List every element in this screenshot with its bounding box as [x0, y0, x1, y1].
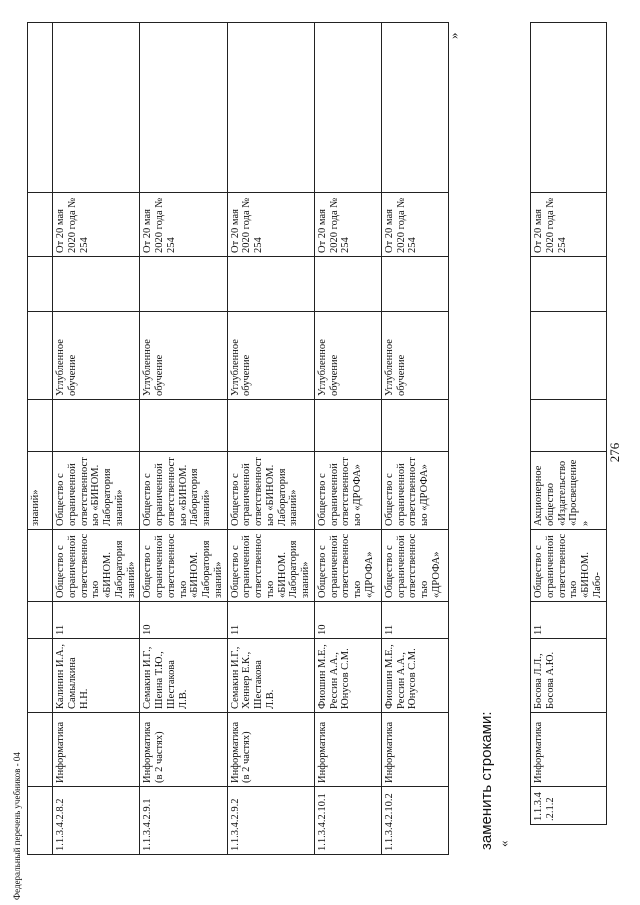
cell-code: 1.1.3.4.2.10.2	[381, 787, 448, 855]
cell-publisher	[28, 530, 53, 602]
cell-authors: Калинин И.А., Самылкина Н.Н.	[53, 639, 140, 713]
cell-grade: 10	[314, 602, 381, 639]
cell-empty	[53, 257, 140, 312]
opening-quote: «	[496, 840, 511, 847]
cell-empty	[531, 400, 607, 452]
cell-empty	[531, 257, 607, 312]
cell-grade	[28, 602, 53, 639]
cell-empty	[227, 23, 314, 193]
cell-authors: Фиошин М.Е., Рессин А.А., Юнусов С.М.	[314, 639, 381, 713]
table-row	[381, 23, 448, 855]
cell-empty	[28, 23, 53, 193]
replacement-table	[530, 22, 607, 825]
cell-code: 1.1.3.4.2.9.2	[227, 787, 314, 855]
cell-level: Углубленное обучение	[227, 312, 314, 400]
table-row	[531, 23, 607, 825]
cell-order: От 20 мая 2020 года № 254	[53, 193, 140, 257]
cell-empty	[140, 23, 227, 193]
cell-level: Углубленное обучение	[381, 312, 448, 400]
cell-grade: 11	[227, 602, 314, 639]
cell-rights-holder: Общество с ограниченной ответственностью «БИНОМ. Лаборатория знаний»	[53, 452, 140, 530]
cell-order: От 20 мая 2020 года № 254	[381, 193, 448, 257]
cell-empty	[28, 257, 53, 312]
cell-subject: Информатика	[531, 713, 607, 787]
cell-publisher: Общество с ограниченной ответственностью «БИНОМ. Лабо-	[531, 530, 607, 602]
table-row	[53, 23, 140, 855]
cell-subject: Информатика (в 2 частях)	[140, 713, 227, 787]
cell-level: Углубленное обучение	[140, 312, 227, 400]
cell-subject: Информатика (в 2 частях)	[227, 713, 314, 787]
cell-publisher: Общество с ограниченной ответственностью «ДРОФА»	[381, 530, 448, 602]
cell-grade: 10	[140, 602, 227, 639]
cell-empty	[28, 400, 53, 452]
cell-empty	[314, 400, 381, 452]
cell-publisher: Общество с ограниченной ответственностью «ДРОФА»	[314, 530, 381, 602]
cell-authors: Семакин И.Г., Шеина Т.Ю., Шестакова Л.В.	[140, 639, 227, 713]
cell-subject: Информатика	[381, 713, 448, 787]
cell-empty	[314, 23, 381, 193]
table-row	[227, 23, 314, 855]
cell-empty	[140, 400, 227, 452]
cell-empty	[314, 257, 381, 312]
cell-code: 1.1.3.4.2.1.2	[531, 787, 607, 825]
cell-order: От 20 мая 2020 года № 254	[227, 193, 314, 257]
cell-rights-holder: Общество с ограниченной ответственностью «БИНОМ. Лаборатория знаний»	[227, 452, 314, 530]
cell-code: 1.1.3.4.2.8.2	[53, 787, 140, 855]
table-row	[28, 23, 53, 855]
cell-authors: Босова Л.Л., Босова А.Ю.	[531, 639, 607, 713]
cell-empty	[53, 400, 140, 452]
cell-code: 1.1.3.4.2.10.1	[314, 787, 381, 855]
cell-rights-holder: Акционерное общество «Издательство «Просвещение»	[531, 452, 607, 530]
cell-authors: Фиошин М.Е., Рессин А.А., Юнусов С.М.	[381, 639, 448, 713]
cell-empty	[227, 257, 314, 312]
page-number: 276	[607, 442, 622, 463]
cell-order: От 20 мая 2020 года № 254	[531, 193, 607, 257]
cell-level: Углубленное обучение	[314, 312, 381, 400]
cell-order: От 20 мая 2020 года № 254	[140, 193, 227, 257]
closing-quote: »	[446, 32, 461, 39]
cell-empty	[381, 23, 448, 193]
cell-publisher: Общество с ограниченной ответственностью «БИНОМ. Лаборатория знаний»	[227, 530, 314, 602]
cell-level	[28, 312, 53, 400]
cell-level: Углубленное обучение	[53, 312, 140, 400]
cell-order	[28, 193, 53, 257]
cell-grade: 11	[53, 602, 140, 639]
table-row	[314, 23, 381, 855]
cell-rights-holder: Общество с ограниченной ответственностью «ДРОФА»	[381, 452, 448, 530]
cell-level	[531, 312, 607, 400]
cell-publisher: Общество с ограниченной ответственностью «БИНОМ. Лаборатория знаний»	[140, 530, 227, 602]
cell-publisher: Общество с ограниченной ответственностью «БИНОМ. Лаборатория знаний»	[53, 530, 140, 602]
textbook-table	[27, 22, 449, 855]
cell-order: От 20 мая 2020 года № 254	[314, 193, 381, 257]
page-footer: Федеральный перечень учебников - 04	[12, 752, 22, 900]
cell-subject	[28, 713, 53, 787]
cell-empty	[140, 257, 227, 312]
replace-caption: заменить строками:	[478, 711, 495, 850]
cell-empty	[227, 400, 314, 452]
cell-authors	[28, 639, 53, 713]
cell-code	[28, 787, 53, 855]
cell-empty	[53, 23, 140, 193]
cell-empty	[381, 400, 448, 452]
table-row	[140, 23, 227, 855]
cell-subject: Информатика	[314, 713, 381, 787]
cell-empty	[381, 257, 448, 312]
cell-subject: Информатика	[53, 713, 140, 787]
cell-rights-holder: Общество с ограниченной ответственностью «ДРОФА»	[314, 452, 381, 530]
cell-rights-holder: знаний»	[28, 452, 53, 530]
cell-grade: 11	[381, 602, 448, 639]
cell-code: 1.1.3.4.2.9.1	[140, 787, 227, 855]
cell-empty	[531, 23, 607, 193]
cell-authors: Семакин И.Г., Хеннер Е.К., Шестакова Л.В.	[227, 639, 314, 713]
cell-rights-holder: Общество с ограниченной ответственностью «БИНОМ. Лаборатория знаний»	[140, 452, 227, 530]
cell-grade: 11	[531, 602, 607, 639]
